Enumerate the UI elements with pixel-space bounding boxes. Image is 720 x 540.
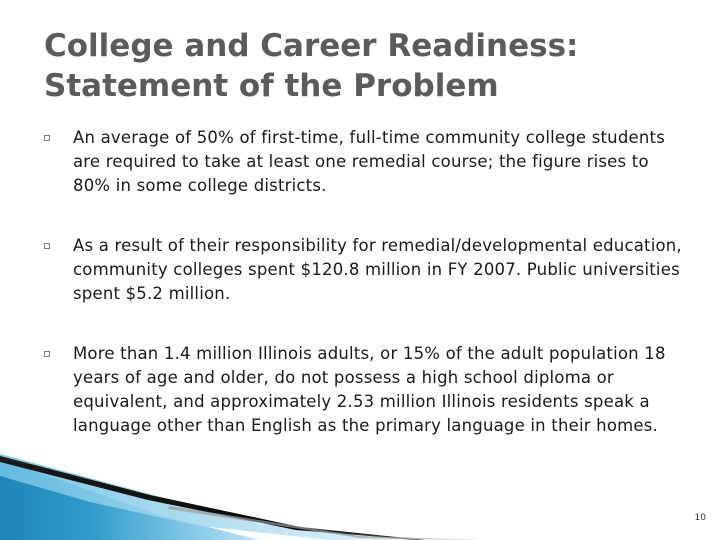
bullet-list <box>44 126 684 438</box>
square-bullet-icon <box>44 243 50 249</box>
slide-title-line-2: Statement of the Problem <box>44 68 499 104</box>
bullet-text: As a result of their responsibility for remedial/developmental education, community colleges spent $120.8 million in FY 2007. Public universities spent $5.2 million. <box>73 236 682 303</box>
bullet-text: An average of 50% of first-time, full-time community college students are required to take at least one remedial course; the figure rises to 80% in some college districts. <box>73 128 665 195</box>
square-bullet-icon <box>44 351 50 357</box>
bullet-item <box>44 342 684 438</box>
bullet-item <box>44 234 684 306</box>
slide-title-line-1: College and Career Readiness: <box>44 28 579 64</box>
decorative-swoosh <box>0 440 720 540</box>
page-number: 10 <box>694 513 706 523</box>
bullet-item <box>44 126 684 198</box>
bullet-text: More than 1.4 million Illinois adults, or 15% of the adult population 18 years of age and older, do not possess a high school diploma or equivalent, and approximately 2.53 million Illinois residents speak a language other than English as the primary language in their homes. <box>73 344 666 435</box>
square-bullet-icon <box>44 135 50 141</box>
slide-title <box>44 26 684 106</box>
